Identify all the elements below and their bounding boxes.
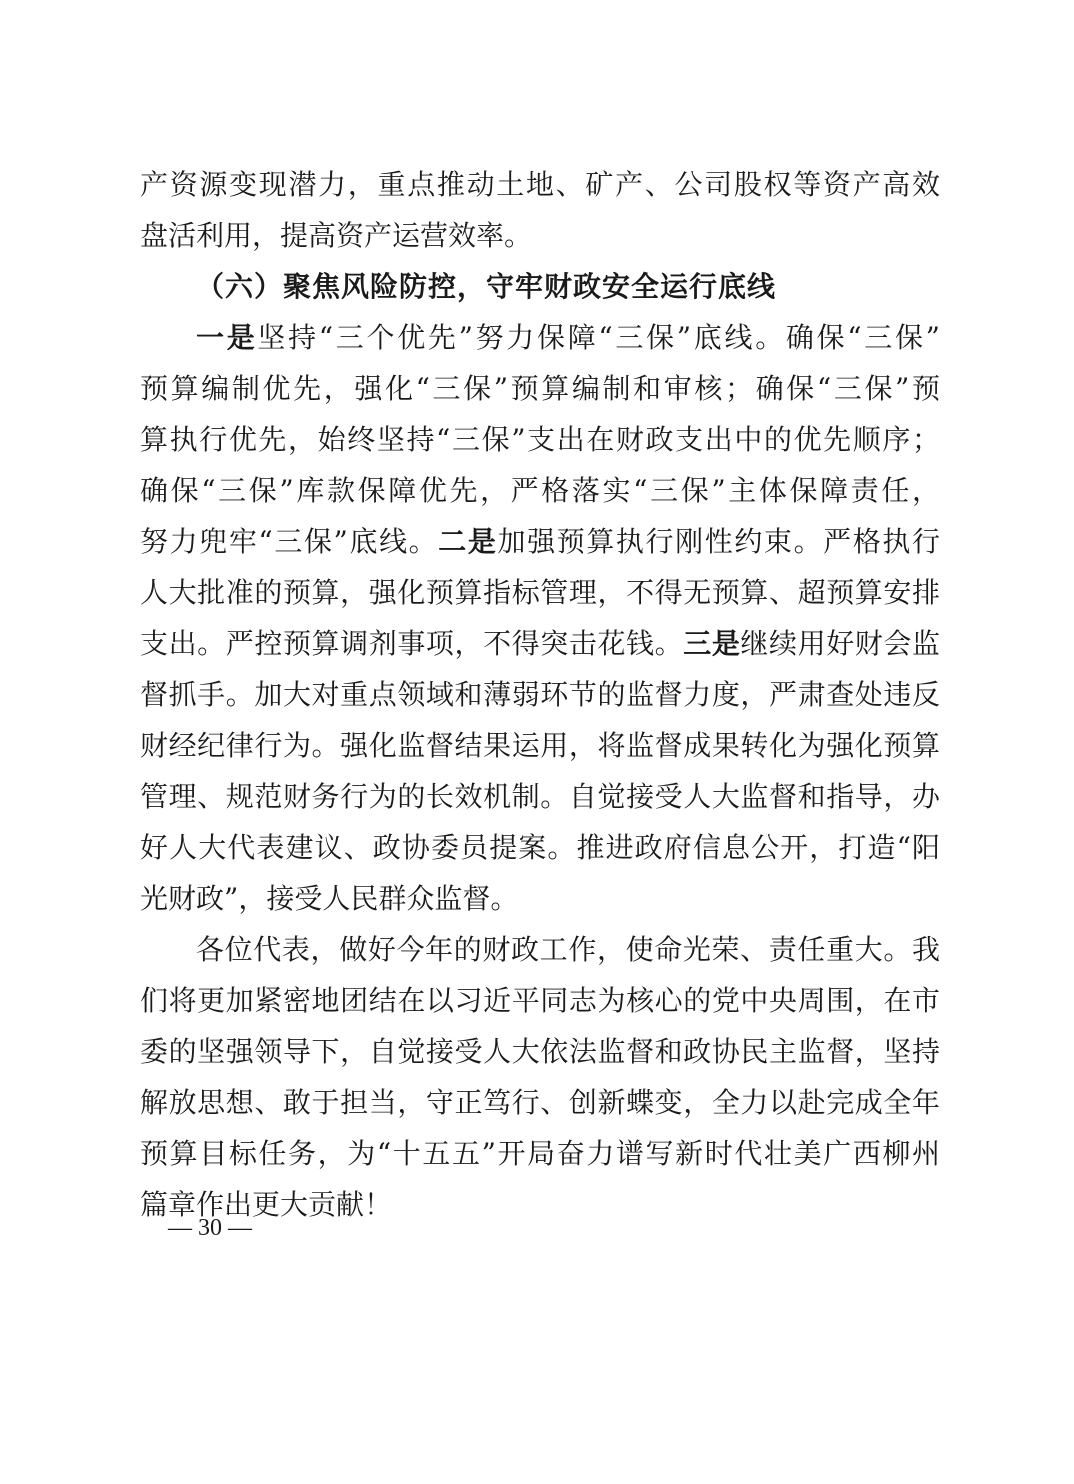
paragraph-line: 人大批准的预算，强化预算指标管理，不得无预算、超预算安排 bbox=[140, 576, 940, 609]
section-heading: （六）聚焦风险防控，守牢财政安全运行底线 bbox=[196, 270, 777, 303]
paragraph-line: 盘活利用，提高资产运营效率。 bbox=[140, 219, 533, 252]
paragraph-line bbox=[140, 520, 940, 564]
line-text: 加强预算执行刚性约束。严格执行 bbox=[497, 525, 940, 558]
line-text: 继续用好财会监 bbox=[740, 627, 940, 660]
paragraph-line: 篇章作出更大贡献！ bbox=[140, 1188, 393, 1221]
paragraph-line: 确保“三保”库款保障优先，严格落实“三保”主体保障责任， bbox=[140, 474, 940, 507]
paragraph-line: 算执行优先，始终坚持“三保”支出在财政支出中的优先顺序； bbox=[140, 423, 940, 456]
paragraph-line: 财经纪律行为。强化监督结果运用，将监督成果转化为强化预算 bbox=[140, 729, 940, 762]
keyword-second: 二是 bbox=[438, 525, 498, 558]
line-text: 努力兜牢“三保”底线。 bbox=[140, 525, 439, 558]
paragraph-line: 们将更加紧密地团结在以习近平同志为核心的党中央周围，在市 bbox=[140, 984, 940, 1017]
paragraph-line: 光财政”，接受人民群众监督。 bbox=[140, 882, 519, 915]
page-number: — 30 — bbox=[168, 1215, 252, 1241]
keyword-first: 一是 bbox=[196, 321, 258, 354]
paragraph-line: 委的坚强领导下，自觉接受人大依法监督和政协民主监督，坚持 bbox=[140, 1035, 940, 1068]
paragraph-line: 管理、规范财务行为的长效机制。自觉接受人大监督和指导，办 bbox=[140, 780, 940, 813]
paragraph-line: 预算编制优先，强化“三保”预算编制和审核；确保“三保”预 bbox=[140, 372, 940, 405]
keyword-third: 三是 bbox=[683, 627, 741, 660]
paragraph-line: 解放思想、敢于担当，守正笃行、创新蝶变，全力以赴完成全年 bbox=[140, 1086, 940, 1119]
paragraph-line: 预算目标任务，为“十五五”开局奋力谱写新时代壮美广西柳州 bbox=[140, 1137, 940, 1170]
paragraph-line: 督抓手。加大对重点领域和薄弱环节的监督力度，严肃查处违反 bbox=[140, 678, 940, 711]
line-text: 坚持“三个优先”努力保障“三保”底线。确保“三保” bbox=[257, 321, 940, 354]
paragraph-line bbox=[140, 622, 940, 666]
paragraph-line: 好人大代表建议、政协委员提案。推进政府信息公开，打造“阳 bbox=[140, 831, 940, 864]
paragraph-line: 各位代表，做好今年的财政工作，使命光荣、责任重大。我 bbox=[196, 933, 940, 966]
line-text: 支出。严控预算调剂事项，不得突击花钱。 bbox=[140, 627, 684, 660]
paragraph-line: 产资源变现潜力，重点推动土地、矿产、公司股权等资产高效 bbox=[140, 168, 940, 201]
paragraph-line bbox=[196, 316, 940, 360]
